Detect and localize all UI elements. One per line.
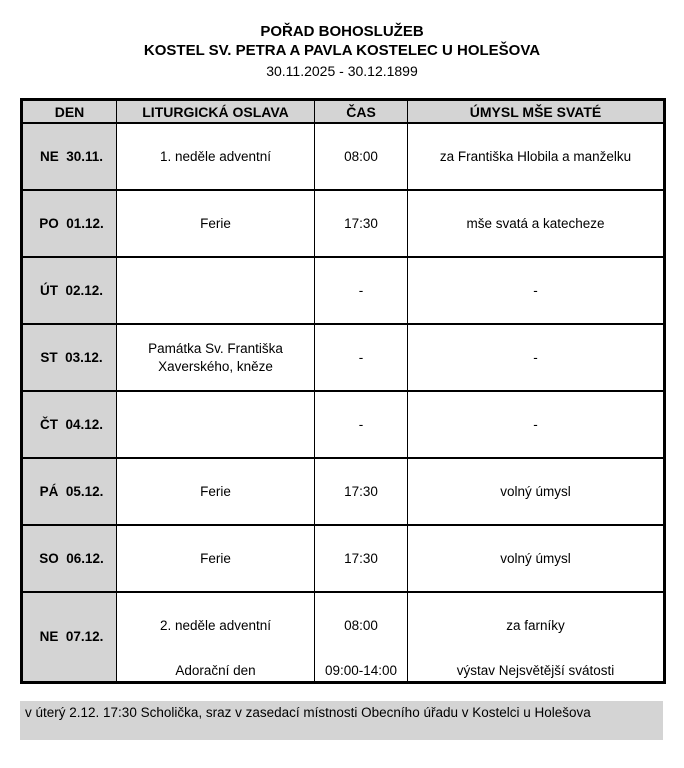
document-title: POŘAD BOHOSLUŽEB <box>260 23 424 40</box>
time-cell: - <box>315 324 408 391</box>
table-row <box>22 525 665 592</box>
day-cell: ÚT 02.12. <box>22 257 117 324</box>
table-row <box>22 190 665 257</box>
time-cell: - <box>315 257 408 324</box>
celebration-cell: Památka Sv. Františka Xaverského, kněze <box>117 324 315 391</box>
schedule-table <box>20 98 666 684</box>
table-row <box>22 123 665 190</box>
time-cell: 17:30 <box>315 190 408 257</box>
day-cell: SO 06.12. <box>22 525 117 592</box>
col-header-den: DEN <box>22 100 117 124</box>
time-cell: 17:30 <box>315 525 408 592</box>
intention-cell: - <box>408 391 665 458</box>
intention-line1: za farníky <box>506 617 565 633</box>
church-name: KOSTEL SV. PETRA A PAVLA KOSTELEC U HOLEŠOVA <box>143 42 541 59</box>
intention-cell: volný úmysl <box>408 458 665 525</box>
day-cell: NE 30.11. <box>22 123 117 190</box>
intention-cell: - <box>408 257 665 324</box>
footer-note-text: v úterý 2.12. 17:30 Scholička, sraz v zasedací místnosti Obecního úřadu v Kostelci u Holešova <box>25 704 591 720</box>
time-cell: 08:00 <box>315 123 408 190</box>
celebration-cell <box>117 592 315 682</box>
table-row <box>22 257 665 324</box>
intention-line2: výstav Nejsvětější svátosti <box>456 662 615 678</box>
celebration-line2: Adorační den <box>175 662 256 678</box>
col-header-umysl: ÚMYSL MŠE SVATÉ <box>408 100 665 124</box>
intention-cell <box>408 592 665 682</box>
table-row <box>22 324 665 391</box>
table-row <box>22 592 665 682</box>
celebration-cell: Ferie <box>117 190 315 257</box>
col-header-liturgicka-oslava: LITURGICKÁ OSLAVA <box>117 100 315 124</box>
intention-cell: mše svatá a katecheze <box>408 190 665 257</box>
celebration-cell: Ferie <box>117 525 315 592</box>
table-row <box>22 391 665 458</box>
time-line2: 09:00-14:00 <box>324 662 398 678</box>
celebration-cell: 1. neděle adventní <box>117 123 315 190</box>
time-cell <box>315 592 408 682</box>
celebration-cell <box>117 391 315 458</box>
celebration-cell <box>117 257 315 324</box>
day-cell: PÁ 05.12. <box>22 458 117 525</box>
intention-cell: - <box>408 324 665 391</box>
celebration-cell: Ferie <box>117 458 315 525</box>
day-cell: ČT 04.12. <box>22 391 117 458</box>
day-cell: ST 03.12. <box>22 324 117 391</box>
document-header <box>0 0 684 81</box>
date-range: 30.11.2025 - 30.12.1899 <box>266 63 418 79</box>
header-row <box>22 100 665 124</box>
time-line1: 08:00 <box>344 617 378 633</box>
time-cell: 17:30 <box>315 458 408 525</box>
day-cell: NE 07.12. <box>22 592 117 682</box>
day-cell: PO 01.12. <box>22 190 117 257</box>
table-row <box>22 458 665 525</box>
col-header-cas: ČAS <box>315 100 408 124</box>
footer-note <box>20 701 663 740</box>
celebration-line1: 2. neděle adventní <box>159 617 272 633</box>
time-cell: - <box>315 391 408 458</box>
intention-cell: volný úmysl <box>408 525 665 592</box>
intention-cell: za Františka Hlobila a manželku <box>408 123 665 190</box>
